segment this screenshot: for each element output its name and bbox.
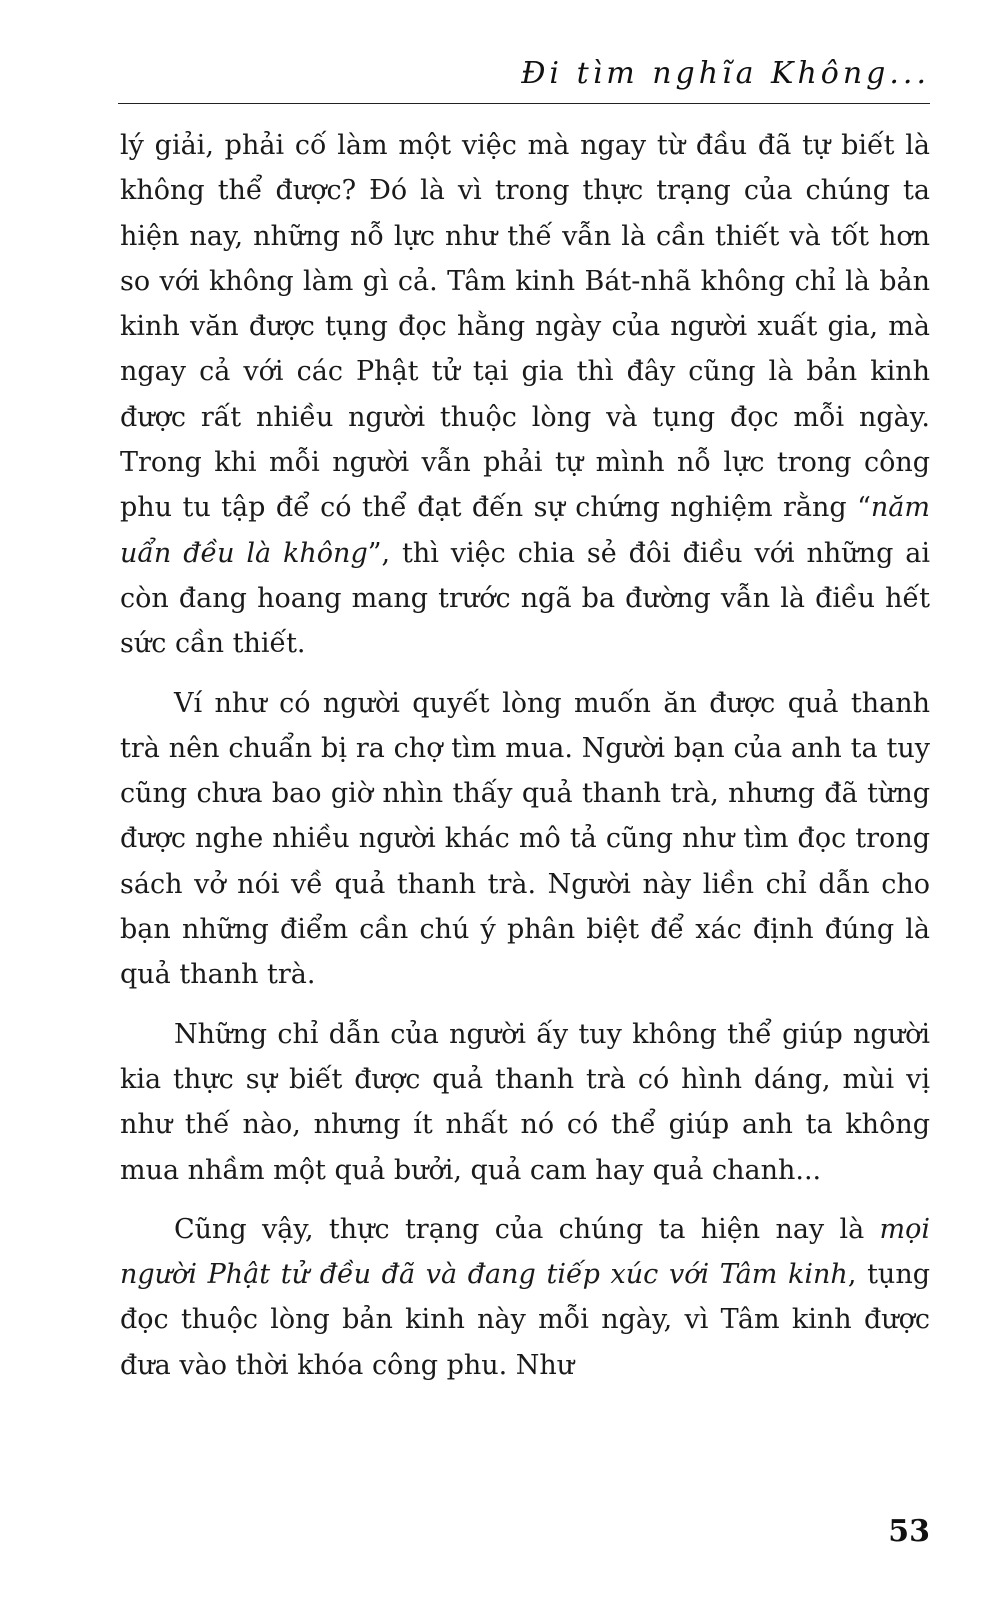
paragraph-1-emphasis: năm uẩn đều là không bbox=[120, 492, 930, 569]
paragraph-4-text-a: Cũng vậy, thực trạng của chúng ta hiện nay là bbox=[174, 1213, 880, 1245]
paragraph-1-text-a: lý giải, phải cố làm một việc mà ngay từ đầu đã tự biết là không thể được? Đó là vì trong thực trạng của chúng ta hiện nay, những nỗ lực như thế vẫn là cần thiết và tốt hơn so với không làm gì cả. Tâm kinh Bát-nhã không chỉ là bản kinh văn được tụng đọc hằng ngày của người xuất gia, mà ngay cả với các Phật tử tại gia thì đây cũng là bản kinh được rất nhiều người thuộc lòng và tụng đọc mỗi ngày. Trong khi mỗi người vẫn phải tự mình nỗ lực trong công phu tu tập để có thể đạt đến sự chứng nghiệm rằng “ bbox=[120, 130, 930, 524]
paragraph-4-text-b: , tụng đọc thuộc lòng bản kinh này mỗi ngày, vì Tâm kinh được đưa vào thời khóa công phu. Như bbox=[120, 1259, 930, 1381]
paragraph-4-emphasis: mọi người Phật tử đều đã và đang tiếp xúc với Tâm kinh bbox=[120, 1213, 930, 1291]
paragraph-4 bbox=[120, 1207, 930, 1388]
paragraph-2: Ví như có người quyết lòng muốn ăn được quả thanh trà nên chuẩn bị ra chợ tìm mua. Người bạn của anh ta tuy cũng chưa bao giờ nhìn thấy quả thanh trà, nhưng đã từng được nghe nhiều người khác mô tả cũng như tìm đọc trong sách vở nói về quả thanh trà. Người này liền chỉ dẫn cho bạn những điểm cần chú ý phân biệt để xác định đúng là quả thanh trà. bbox=[120, 687, 930, 991]
running-header bbox=[118, 52, 930, 104]
paragraph-1 bbox=[120, 123, 930, 667]
page-number: 53 bbox=[888, 1514, 930, 1549]
page-body bbox=[120, 123, 930, 1402]
paragraph-3: Những chỉ dẫn của người ấy tuy không thể giúp người kia thực sự biết được quả thanh trà có hình dáng, mùi vị như thế nào, nhưng ít nhất nó có thể giúp anh ta không mua nhầm một quả bưởi, quả cam hay quả chanh... bbox=[120, 1018, 930, 1186]
running-title: Đi tìm nghĩa Không... bbox=[521, 56, 930, 91]
paragraph-1-text-b: ”, thì việc chia sẻ đôi điều với những ai còn đang hoang mang trước ngã ba đường vẫn là điều hết sức cần thiết. bbox=[120, 537, 930, 660]
